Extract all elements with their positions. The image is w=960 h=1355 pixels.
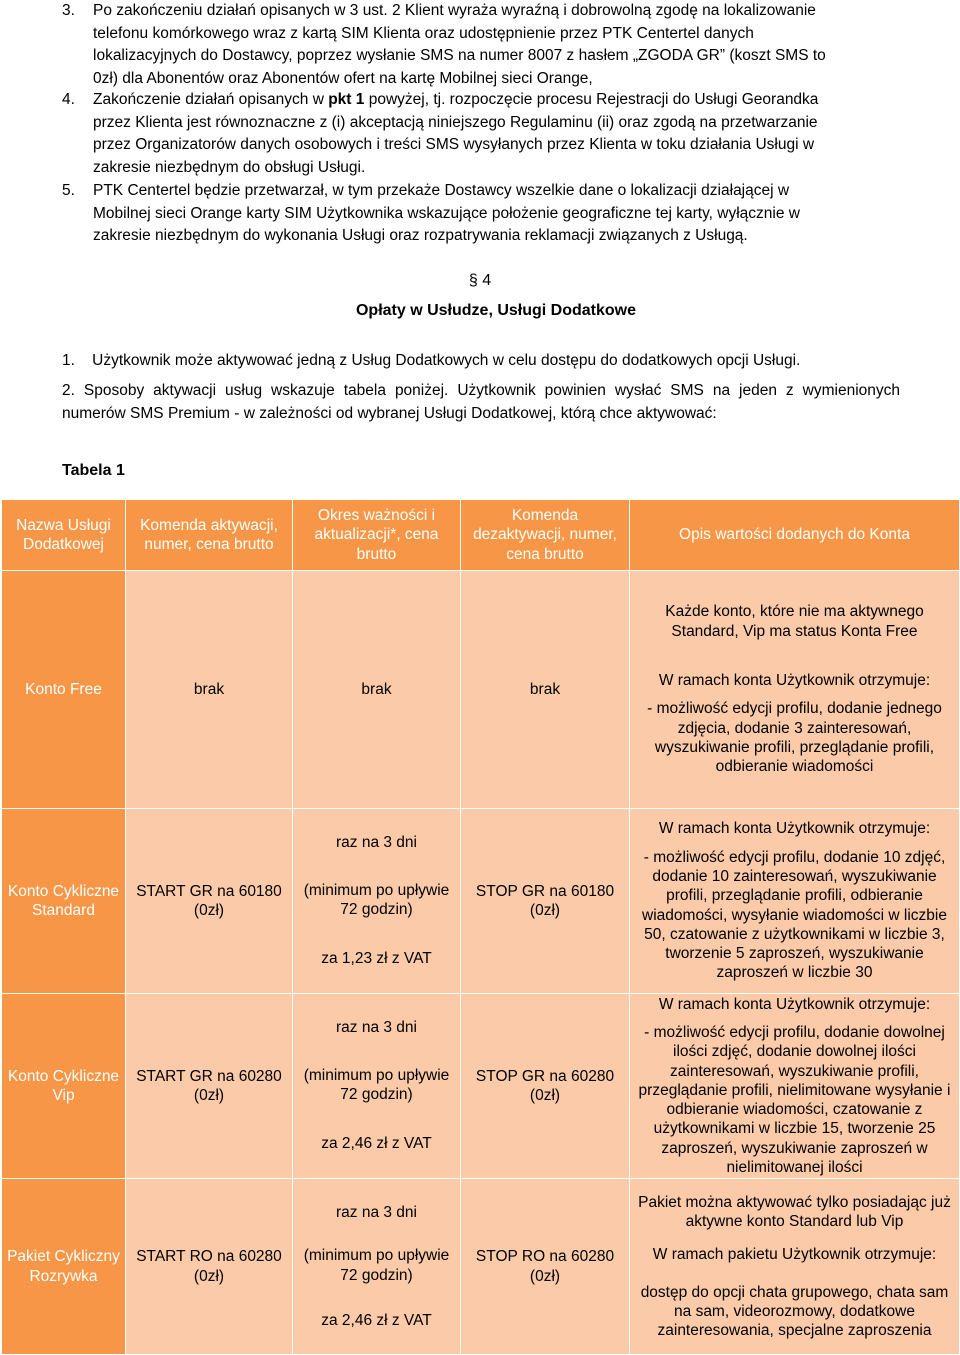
table-row: [2, 571, 960, 809]
deactivation-cell: STOP GR na 60280 (0zł): [461, 994, 630, 1179]
activation-cell: START RO na 60280 (0zł): [126, 1179, 293, 1355]
deactivation-cell: STOP RO na 60280 (0zł): [461, 1179, 630, 1355]
header-service-name: Nazwa Usługi Dodatkowej: [2, 500, 126, 571]
text-line: 0zł) dla Abonentów oraz Abonentów ofert na kartę Mobilnej sieci Orange,: [93, 69, 593, 87]
activation-cell: brak: [126, 571, 293, 809]
description-cell: Każde konto, które nie ma aktywnego Standard, Vip ma status Konta Free W ramach konta Użytkownik otrzymuje: - możliwość edycji profilu, dodanie jednego zdjęcia, dodanie 3 zainteresowań, wyszukiwanie profili, przeglądanie profili, odbieranie wiadomości: [630, 571, 960, 809]
period-cell: raz na 3 dni (minimum po upływie 72 godzin) za 1,23 zł z VAT: [293, 809, 461, 994]
table-row: [2, 1179, 960, 1355]
text-line: lokalizacyjnych do Dostawcy, poprzez wysłanie SMS na numer 8007 z hasłem „ZGODA GR” (koszt SMS to: [93, 47, 826, 65]
activation-cell: START GR na 60180 (0zł): [126, 809, 293, 994]
deactivation-cell: brak: [461, 571, 630, 809]
description-cell: Pakiet można aktywować tylko posiadając już aktywne konto Standard lub Vip W ramach pakietu Użytkownik otrzymuje: dostęp do opcji chata grupowego, chata sam na sam, videorozmowy, dodatkowe zainteresowania, specjalne zaproszenia: [630, 1179, 960, 1355]
table-row: [2, 994, 960, 1179]
paragraph-1: 1. Użytkownik może aktywować jedną z Usług Dodatkowych w celu dostępu do dodatkowych opcji Usługi.: [62, 352, 801, 369]
list-number: 5.: [62, 182, 75, 199]
text-line: przez Klienta jest równoznaczne z (i) akceptacją niniejszego Regulaminu (ii) oraz zgodą na przetwarzanie: [93, 113, 818, 131]
text-line: przez Organizatorów danych osobowych i treści SMS wysyłanych przez Klienta w toku działania Usługi w: [93, 136, 815, 154]
header-deactivation: Komenda dezaktywacji, numer, cena brutto: [461, 500, 630, 571]
table-row: [2, 809, 960, 994]
section-title: Opłaty w Usłudze, Usługi Dodatkowe: [355, 302, 637, 319]
text-line: telefonu komórkowego wraz z kartą SIM Klienta oraz udostępnienie przez PTK Centertel danych: [93, 24, 754, 42]
activation-cell: START GR na 60280 (0zł): [126, 994, 293, 1179]
text-line: Zakończenie działań opisanych w pkt 1 powyżej, tj. rozpoczęcie procesu Rejestracji do Usługi Georandka: [93, 91, 819, 108]
text-line: PTK Centertel będzie przetwarzał, w tym przekaże Dostawcy wszelkie dane o lokalizacji działającej w: [93, 182, 790, 199]
table-header-row: [2, 500, 960, 571]
services-table: [1, 499, 960, 1355]
paragraph-2: 2. Sposoby aktywacji usług wskazuje tabela poniżej. Użytkownik powinien wysłać SMS na jeden z wymienionych numerów SMS Premium - w zależności od wybranej Usługi Dodatkowej, którą chce aktywować:: [62, 382, 900, 422]
header-activation: Komenda aktywacji, numer, cena brutto: [126, 500, 293, 571]
list-item-5: [62, 180, 942, 248]
period-cell: raz na 3 dni (minimum po upływie 72 godzin) za 2,46 zł z VAT: [293, 1179, 461, 1355]
header-description: Opis wartości dodanych do Konta: [630, 500, 960, 571]
deactivation-cell: STOP GR na 60180 (0zł): [461, 809, 630, 994]
list-number: 4.: [62, 91, 75, 108]
service-name: Konto Free: [2, 571, 126, 809]
list-item-3: [62, 0, 942, 90]
text-line: Po zakończeniu działań opisanych w 3 ust. 2 Klient wyraża wyraźną i dobrowolną zgodę na lokalizowanie: [93, 2, 816, 19]
service-name: Konto Cykliczne Vip: [2, 994, 126, 1179]
period-cell: brak: [293, 571, 461, 809]
text-line: zakresie niezbędnym do wykonania Usługi oraz rozpatrywania reklamacji związanych z Usługą.: [93, 227, 748, 245]
text-line: Mobilnej sieci Orange karty SIM Użytkownika wskazujące położenie geograficzne tej karty, wyłącznie w: [93, 204, 800, 222]
header-period: Okres ważności i aktualizacji*, cena brutto: [293, 500, 461, 571]
service-name: Pakiet Cykliczny Rozrywka: [2, 1179, 126, 1355]
description-cell: W ramach konta Użytkownik otrzymuje: - możliwość edycji profilu, dodanie 10 zdjęć, dodanie 10 zainteresowań, wyszukiwanie profili, przeglądanie profili, odbieranie wiadomości, wysyłanie wiadomości w liczbie 50, czatowanie z użytkownikami w liczbie 3, tworzenie 5 zaproszeń, wyszukiwanie zaproszeń w liczbie 30: [630, 809, 960, 994]
description-cell: W ramach konta Użytkownik otrzymuje: - możliwość edycji profilu, dodanie dowolnej ilości zdjęć, dodanie dowolnej ilości zainteresowań, wyszukiwanie profili, przeglądanie profili, nielimitowane wysyłanie i odbieranie wiadomości, czatowanie z użytkownikami w liczbie 15, tworzenie 25 zaproszeń, wyszukiwanie zaproszeń w nielimitowanej ilości: [630, 994, 960, 1179]
period-cell: raz na 3 dni (minimum po upływie 72 godzin) za 2,46 zł z VAT: [293, 994, 461, 1179]
section-number: § 4: [468, 272, 492, 289]
service-name: Konto Cykliczne Standard: [2, 809, 126, 994]
text-line: zakresie niezbędnym do obsługi Usługi.: [93, 158, 366, 176]
list-number: 3.: [62, 2, 75, 19]
list-item-4: [62, 89, 942, 179]
table-title: Tabela 1: [62, 462, 125, 479]
